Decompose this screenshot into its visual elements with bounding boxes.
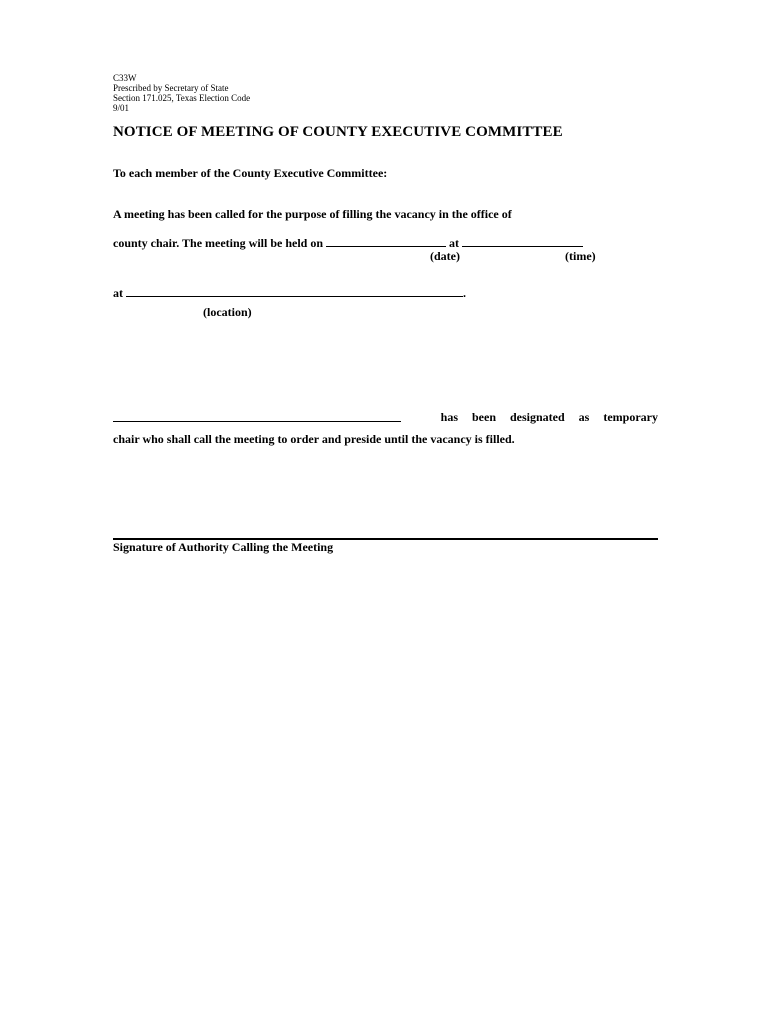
date-label: (date) bbox=[430, 249, 460, 263]
page-title: NOTICE OF MEETING OF COUNTY EXECUTIVE COMMITTEE bbox=[113, 124, 563, 140]
designation-line-2: chair who shall call the meeting to order and preside until the vacancy is filled. bbox=[113, 432, 515, 446]
paragraph-line-2 bbox=[113, 235, 583, 251]
date-blank-field[interactable] bbox=[326, 235, 446, 247]
prescribed-by: Prescribed by Secretary of State bbox=[113, 83, 229, 93]
location-label: (location) bbox=[203, 305, 252, 319]
paragraph-line-1: A meeting has been called for the purpose of filling the vacancy in the office of bbox=[113, 207, 512, 221]
location-period: . bbox=[463, 286, 466, 300]
signature-label: Signature of Authority Calling the Meeting bbox=[113, 540, 334, 554]
designation-line-1 bbox=[113, 410, 658, 426]
location-at-text: at bbox=[113, 286, 123, 300]
salutation: To each member of the County Executive Committee: bbox=[113, 166, 388, 180]
time-blank-field[interactable] bbox=[462, 235, 583, 247]
temporary-chair-blank-field[interactable] bbox=[113, 410, 401, 422]
revision-date: 9/01 bbox=[113, 103, 130, 113]
location-blank-field[interactable] bbox=[126, 285, 463, 297]
location-line bbox=[113, 285, 466, 301]
form-header bbox=[113, 73, 250, 113]
at-text: at bbox=[449, 236, 460, 250]
time-label: (time) bbox=[565, 249, 596, 263]
statute-section: Section 171.025, Texas Election Code bbox=[113, 93, 251, 103]
designated-text: has been designated as temporary bbox=[440, 410, 658, 424]
form-code: C33W bbox=[113, 73, 137, 83]
meeting-held-on-text: county chair. The meeting will be held on bbox=[113, 236, 324, 250]
